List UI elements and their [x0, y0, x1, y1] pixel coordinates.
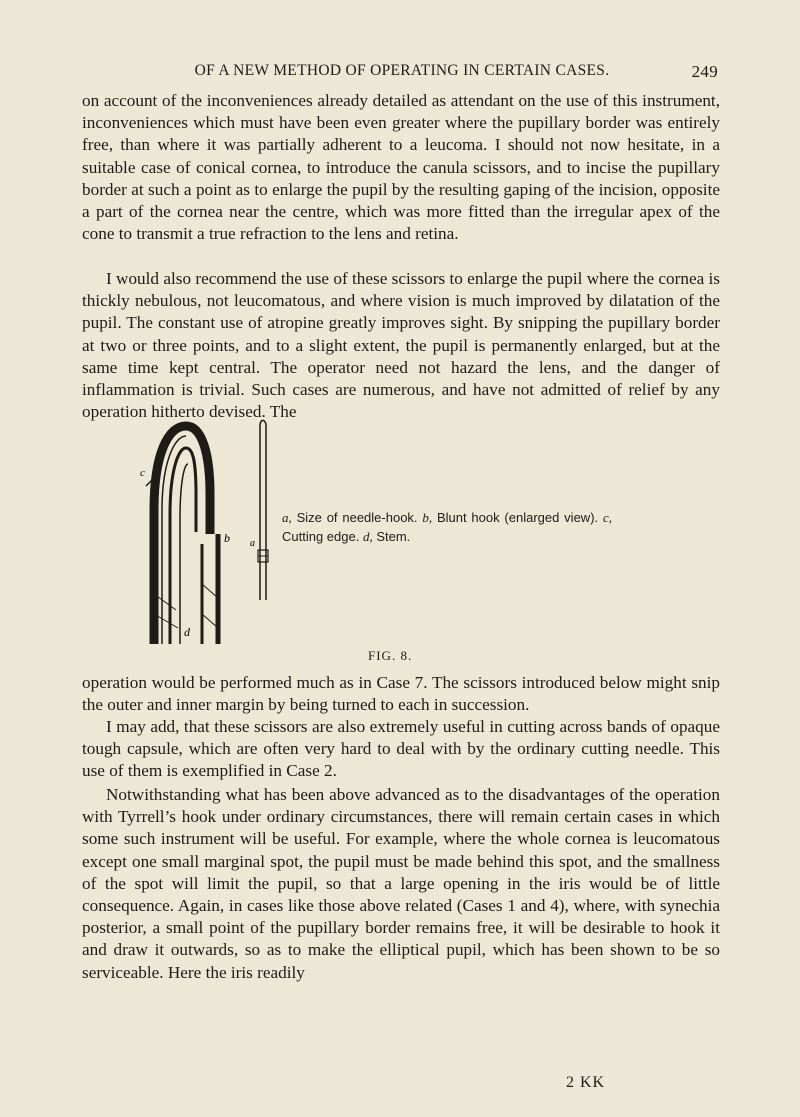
caption-a-label: a, [282, 510, 292, 525]
caption-d-text: Stem. [372, 529, 411, 544]
paragraph-3: operation would be performed much as in Case 7. The scissors introduced below might snip the outer and inner margin by being turned to each in succession. [82, 673, 720, 715]
running-title: OF A NEW METHOD OF OPERATING IN CERTAIN CASES. [194, 62, 610, 79]
paragraph-5: Notwithstanding what has been above advanced as to the disadvantages of the operation with Tyrrell’s hook under ordinary circumstances, there will remain certain cases in which some such instrument will be useful. For example, where the whole cornea is leucomatous except one small marginal spot, the pupil must be made behind this spot, and the smallness of the spot will limit the pupil, so that a large opening in the iris would be of little consequence. Again, in cases like those above related (Cases 1 and 4), where, with synechia posterior, a small point of the pupillary border remains free, it will be desirable to hook it and draw it outwards, so as to make the elliptical pupil, which has been shown to be so serviceable. Here the iris readily [82, 785, 720, 982]
marker-d: d [184, 625, 190, 639]
signature-mark: 2 KK [566, 1074, 606, 1091]
paragraph-4: I may add, that these scissors are also extremely useful in cutting across bands of opaque tough capsule, which are often very hard to deal with by the ordinary cutting needle. This use of them is exemplified in Case 2. [82, 717, 720, 781]
paragraph-1: on account of the inconveniences already detailed as attendant on the use of this instrument, inconveniences which must have been even greater where the pupillary border was entirely free, than where it was partially adherent to a leucoma. I should not now hesitate, in a suitable case of conical cornea, to introduce the canula scissors, and to incise the pupillary border at such a point as to enlarge the pupil by the resulting gaping of the incision, opposite a part of the cornea near the centre, which was more fitted than the irregular apex of the cone to transmit a true refraction to the lens and retina. [82, 91, 720, 244]
running-header [90, 62, 718, 81]
blunt-hook-drawing [146, 426, 218, 644]
figure-caption [282, 508, 612, 546]
marker-b: b [224, 531, 230, 545]
figure-needle-hook [140, 414, 290, 654]
caption-d-label: d, [362, 529, 373, 544]
figure-number: FIG. 8. [368, 648, 413, 663]
caption-c-text: Cutting edge. [282, 529, 363, 544]
marker-a: a [250, 538, 255, 549]
needle-hook-illustration [140, 414, 290, 654]
caption-b-text: Blunt hook (enlarged view). [432, 510, 603, 525]
page-number: 249 [691, 62, 718, 81]
caption-a-text: Size of needle-hook. [291, 510, 423, 525]
paragraph-2: I would also recommend the use of these scissors to enlarge the pupil where the cornea is thickly nebulous, not leucomatous, and where vision is much improved by dilatation of the pupil. The constant use of atropine greatly improves sight. By snipping the pupillary border at two or three points, and to a slight extent, the pupil is permanently enlarged, but at the same time kept central. The operator need not hazard the lens, and the danger of inflammation is trivial. Such cases are numerous, and have not admitted of relief by any operation hitherto devised. The [82, 269, 720, 422]
needle-hook-actual-size [258, 420, 268, 600]
marker-c: c [140, 467, 145, 479]
caption-b-label: b, [422, 510, 433, 525]
caption-c-label: c, [602, 510, 612, 525]
